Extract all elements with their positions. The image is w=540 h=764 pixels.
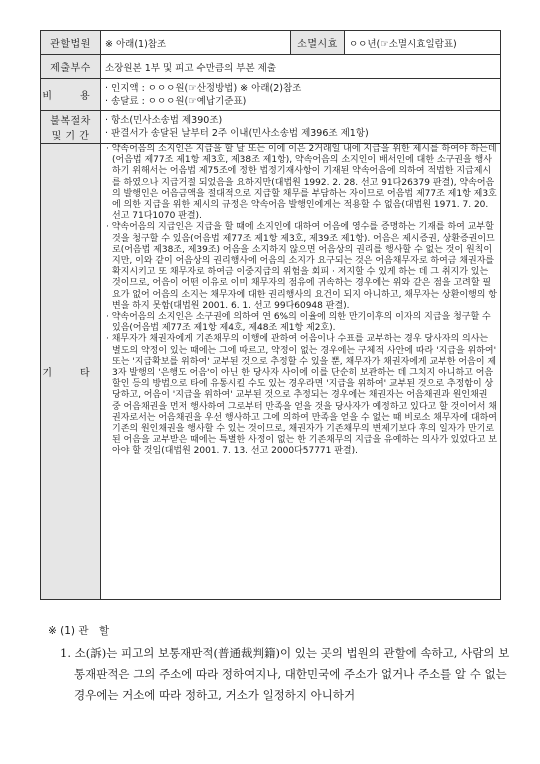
appeal-label bbox=[41, 111, 101, 144]
appeal-line-procedure: · 항소(민사소송법 제390조) bbox=[105, 115, 223, 126]
row-court bbox=[41, 31, 501, 55]
cost-value bbox=[101, 79, 501, 111]
note-paragraph: · 채무자가 채권자에게 기존채무의 이행에 관하여 어음이나 수표를 교부하는 경우 당사자의 의사는 별도의 약정이 있는 때에는 그에 따르고, 약정이 없는 경우에는 구체적 사안에 따라 '지급을 위하여' 또는 '지급확보를 위하여' 교부된 것으로 추정할 수 있을 뿐, 채무자가 채권자에게 교부한 어음이 제3자 발행의 '은행도 어음'이 아닌 한 당사자 사이에 이를 단순히 보관하는 데 그치지 아니하고 어음할인 등의 방법으로 타에 유통시킬 수도 있는 경우라면 '지급을 위하여' 교부된 것으로 추정함이 상당하고, 어음이 '지급을 위하여' 교부된 것으로 추정되는 경우에는 채권자는 어음채권과 원인채권 중 어음채권을 먼저 행사하여 그로부터 만족을 얻을 것을 당사자가 예정하고 있다고 할 것이어서 채권자로서는 어음채권을 우선 행사하고 그에 의하여 만족을 얻을 수 없는 때 비로소 채무자에 대하여 기존의 원인채권을 행사할 수 있는 것이므로, 채권자가 기존채무의 변제기보다 후의 일자가 만기로 된 어음을 교부받은 때에는 특별한 사정이 없는 한 기존채무의 지급을 유예하는 의사가 있었다고 보아야 할 것임(대법원 2001. 7. 13. 선고 2000다57771 판결). bbox=[106, 334, 497, 457]
cost-line-stamp: · 인지액 : ㅇㅇㅇ원(☞산정방법) ※ 아래(2)참조 bbox=[105, 82, 302, 94]
notes-value bbox=[101, 144, 501, 600]
submission-label: 제출부수 bbox=[41, 55, 101, 79]
cost-label: 비 용 bbox=[41, 79, 101, 111]
appeal-label-line1: 불복절차 bbox=[50, 116, 91, 127]
row-cost bbox=[41, 79, 501, 111]
body-paragraph: 1. 소(訴)는 피고의 보통재판적(普通裁判籍)이 있는 곳의 법원의 관할에 속하고, 사람의 보통재판적은 그의 주소에 따라 정하여지나, 대한민국에 주소가 없거나 주소를 알 수 없는 경우에는 거소에 따라 정하고, 거소가 일정하지 아니하거 bbox=[60, 646, 510, 702]
limitation-label: 소멸시효 bbox=[291, 31, 345, 55]
court-label: 관할법원 bbox=[41, 31, 101, 55]
note-paragraph: · 약속어음의 소지인은 지급을 할 날 또는 이에 이은 2거래일 내에 지급을 위한 제시를 하여야 하는데(어음법 제77조 제1항 제3호, 제38조 제1항), 약속어음의 소지인이 배서인에 대한 소구권을 행사하기 위해서는 어음법 제75조에 정한 법정기재사항이 기재된 약속어음에 의하여 적법한 지급제시를 하였으나 지급거절 되었음을 요하지만(대법원 1992. 2. 28. 선고 91다26379 판결), 약속어음의 발행인은 어음금액을 절대적으로 지급할 채무를 부담하는 자이므로 어음법 제77조 제1항 제3호에 의한 지급을 위한 제시의 규정은 약속어음 발행인에게는 적용할 수 없음(대법원 1971. 7. 20. 선고 71다1070 판결). bbox=[106, 144, 497, 222]
note-paragraph: · 약속어음의 소지인은 소구권에 의하여 연 6%의 이율에 의한 만기이후의 이자의 지급을 청구할 수 있음(어음법 제77조 제1항 제4호, 제48조 제1항 제2호). bbox=[106, 312, 491, 334]
section-heading: ※ (1) 관 할 bbox=[48, 625, 110, 637]
appeal-label-line2: 및 기 간 bbox=[51, 131, 90, 142]
court-value: ※ 아래(1)참조 bbox=[101, 31, 291, 55]
row-appeal bbox=[41, 111, 501, 144]
appeal-line-period: · 판결서가 송달된 날부터 2주 이내(민사소송법 제396조 제1항) bbox=[105, 128, 369, 139]
complaint-info-table bbox=[40, 30, 501, 600]
notes-label: 기 타 bbox=[41, 144, 101, 600]
cost-line-delivery: · 송달료 : ㅇㅇㅇ원(☞예납기준표) bbox=[105, 95, 247, 107]
appeal-value bbox=[101, 111, 501, 144]
note-paragraph: · 약속어음의 지급인은 지급을 할 때에 소지인에 대하여 어음에 영수를 증명하는 기재를 하여 교부할 것을 청구할 수 있음(어음법 제77조 제1항 제3호, 제39조 제1항). 어음은 제시증권, 상환증권이므로(어음법 제38조, 제39조) 어음을 소지하지 않으면 어음상의 권리를 행사할 수 없는 것이 원칙이지만, 이와 같이 어음상의 권리행사에 어음의 소지가 요구되는 것은 어음채무자로 하여금 채권자를 확지시키고 또 채무자로 하여금 이중지급의 위험을 회피 · 저지할 수 있게 하는 데 그 취지가 있는 것이므로, 어음이 어떤 이유로 이미 채무자의 점유에 귀속하는 경우에는 위와 같은 점을 고려할 필요가 없어 어음의 소지는 채무자에 대한 권리행사의 요건이 되지 아니하고, 채무자는 상환이행의 항변을 하지 못함(대법원 2001. 6. 1. 선고 99다60948 판결). bbox=[106, 222, 497, 311]
row-notes bbox=[41, 144, 501, 600]
submission-value: 소장원본 1부 및 피고 수만큼의 부본 제출 bbox=[101, 55, 501, 79]
limitation-value: ㅇㅇ년(☞소멸시효일람표) bbox=[345, 31, 501, 55]
row-submission bbox=[41, 55, 501, 79]
